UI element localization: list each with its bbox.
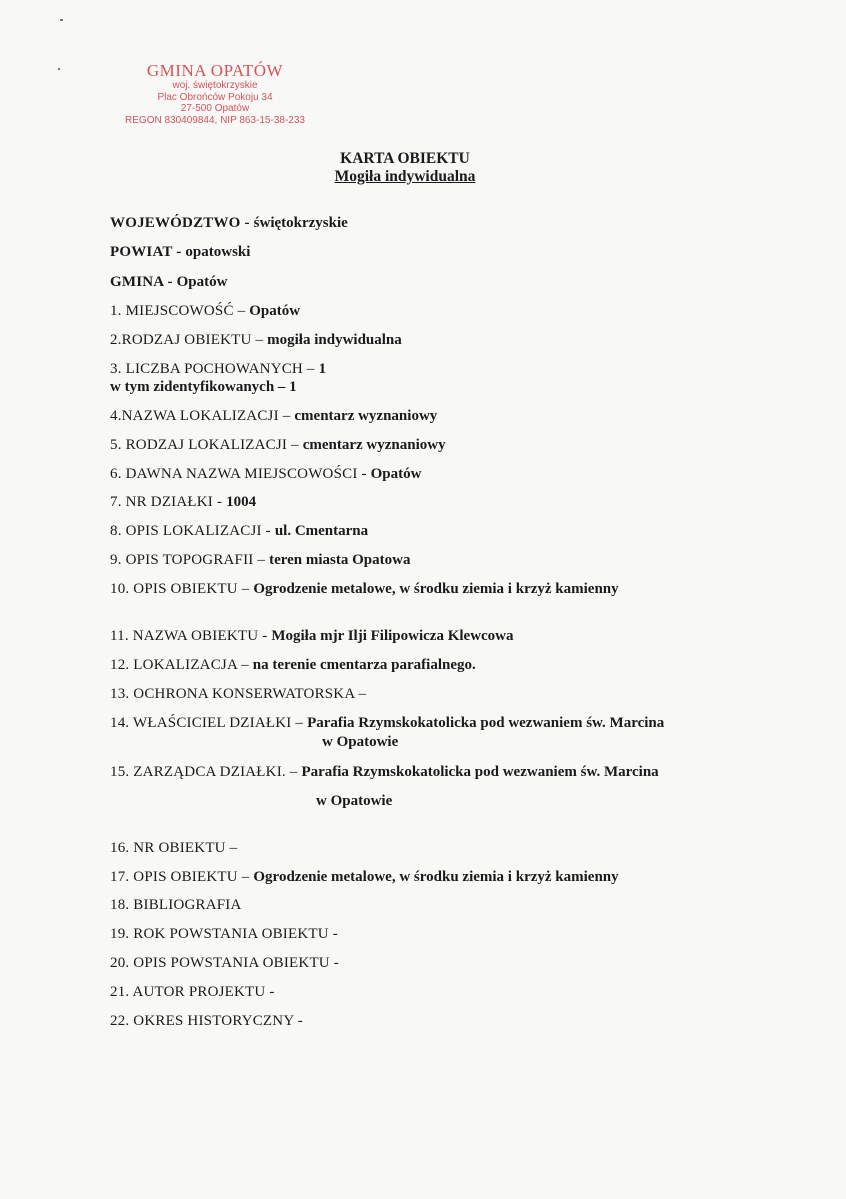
item-label: 7. NR DZIAŁKI - — [110, 494, 227, 510]
stamp-region: woj. świętokrzyskie — [172, 80, 258, 91]
item-15 — [110, 763, 659, 781]
stamp-address: Plac Obrońców Pokoju 34 — [157, 91, 273, 103]
item-label: 12. LOKALIZACJA – — [110, 657, 253, 673]
item-15-continuation: w Opatowie — [316, 793, 393, 809]
item-14-continuation: w Opatowie — [322, 734, 399, 750]
item-10 — [110, 580, 619, 598]
item-label: 16. NR OBIEKTU – — [110, 840, 238, 856]
item-20 — [110, 954, 339, 972]
item-label: 22. OKRES HISTORYCZNY - — [110, 1013, 303, 1029]
scan-speck — [58, 68, 60, 70]
item-19 — [110, 925, 338, 943]
item-label: 8. OPIS LOKALIZACJI - — [110, 523, 275, 539]
item-7 — [110, 493, 256, 511]
item-label: 15. ZARZĄDCA DZIAŁKI. – — [110, 764, 302, 780]
item-value: Parafia Rzymskokatolicka pod wezwaniem św. Marcina — [307, 715, 665, 731]
item-label: 3. LICZBA POCHOWANYCH – — [110, 361, 319, 377]
document-subtitle: Mogiła indywidualna — [334, 168, 476, 185]
item-value: 1 — [318, 361, 327, 377]
item-value: Opatów — [249, 303, 301, 319]
item-label: 20. OPIS POWSTANIA OBIEKTU - — [110, 955, 339, 971]
field-value: Opatów — [176, 274, 228, 290]
item-label: 18. BIBLIOGRAFIA — [110, 897, 242, 913]
item-value: teren miasta Opatowa — [269, 552, 411, 568]
item-value: 1004 — [226, 494, 257, 510]
item-value: Opatów — [370, 466, 422, 482]
field-gmina — [110, 273, 227, 291]
item-2 — [110, 331, 402, 349]
field-label: GMINA - — [110, 274, 177, 290]
item-21 — [110, 983, 275, 1001]
item-17 — [110, 868, 619, 886]
field-powiat — [110, 243, 250, 261]
item-label: 1. MIEJSCOWOŚĆ – — [110, 303, 250, 319]
item-label: 21. AUTOR PROJEKTU - — [110, 984, 275, 1000]
item-3-continuation: w tym zidentyfikowanych – 1 — [110, 379, 297, 395]
stamp-ids: REGON 830409844, NIP 863-15-38-233 — [125, 114, 305, 126]
item-13 — [110, 685, 366, 703]
stamp-postcode: 27-500 Opatów — [180, 103, 250, 114]
item-value: Mogiła mjr Ilji Filipowicza Klewcowa — [271, 628, 514, 644]
item-4 — [110, 407, 437, 425]
item-value: Ogrodzenie metalowe, w środku ziemia i krzyż kamienny — [253, 869, 619, 885]
item-label: 14. WŁAŚCICIEL DZIAŁKI – — [110, 715, 308, 731]
item-1 — [110, 302, 300, 320]
item-label: 10. OPIS OBIEKTU – — [110, 581, 254, 597]
item-value: na terenie cmentarza parafialnego. — [252, 657, 476, 673]
field-value: świętokrzyskie — [253, 215, 348, 231]
field-label: WOJEWÓDZTWO - — [110, 215, 254, 231]
item-16 — [110, 839, 237, 857]
item-label: 19. ROK POWSTANIA OBIEKTU - — [110, 926, 338, 942]
scan-speck — [60, 19, 63, 21]
item-value: mogiła indywidualna — [267, 332, 402, 348]
item-value: Ogrodzenie metalowe, w środku ziemia i krzyż kamienny — [253, 581, 619, 597]
item-3 — [110, 360, 326, 378]
item-22 — [110, 1012, 303, 1030]
item-14 — [110, 714, 664, 732]
item-18 — [110, 896, 242, 914]
item-value: Parafia Rzymskokatolicka pod wezwaniem św. Marcina — [301, 764, 659, 780]
item-label: 6. DAWNA NAZWA MIEJSCOWOŚCI - — [110, 466, 371, 482]
item-label: 17. OPIS OBIEKTU – — [110, 869, 254, 885]
item-6 — [110, 465, 421, 483]
item-label: 5. RODZAJ LOKALIZACJI – — [110, 437, 303, 453]
item-value: cmentarz wyznaniowy — [302, 437, 446, 453]
stamp-name: GMINA OPATÓW — [146, 61, 284, 80]
field-wojewodztwo — [110, 214, 348, 232]
item-label: 9. OPIS TOPOGRAFII – — [110, 552, 270, 568]
item-label: 2.RODZAJ OBIEKTU – — [110, 332, 268, 348]
item-value: cmentarz wyznaniowy — [294, 408, 438, 424]
item-label: 13. OCHRONA KONSERWATORSKA – — [110, 686, 367, 702]
item-label: 4.NAZWA LOKALIZACJI – — [110, 408, 295, 424]
item-11 — [110, 627, 514, 645]
item-12 — [110, 656, 476, 674]
item-8 — [110, 522, 368, 540]
field-label: POWIAT - — [110, 244, 186, 260]
item-5 — [110, 436, 446, 454]
document-title: KARTA OBIEKTU — [340, 150, 470, 167]
item-label: 11. NAZWA OBIEKTU - — [110, 628, 272, 644]
item-value: ul. Cmentarna — [274, 523, 369, 539]
item-9 — [110, 551, 410, 569]
field-value: opatowski — [185, 244, 251, 260]
official-stamp — [120, 62, 310, 126]
